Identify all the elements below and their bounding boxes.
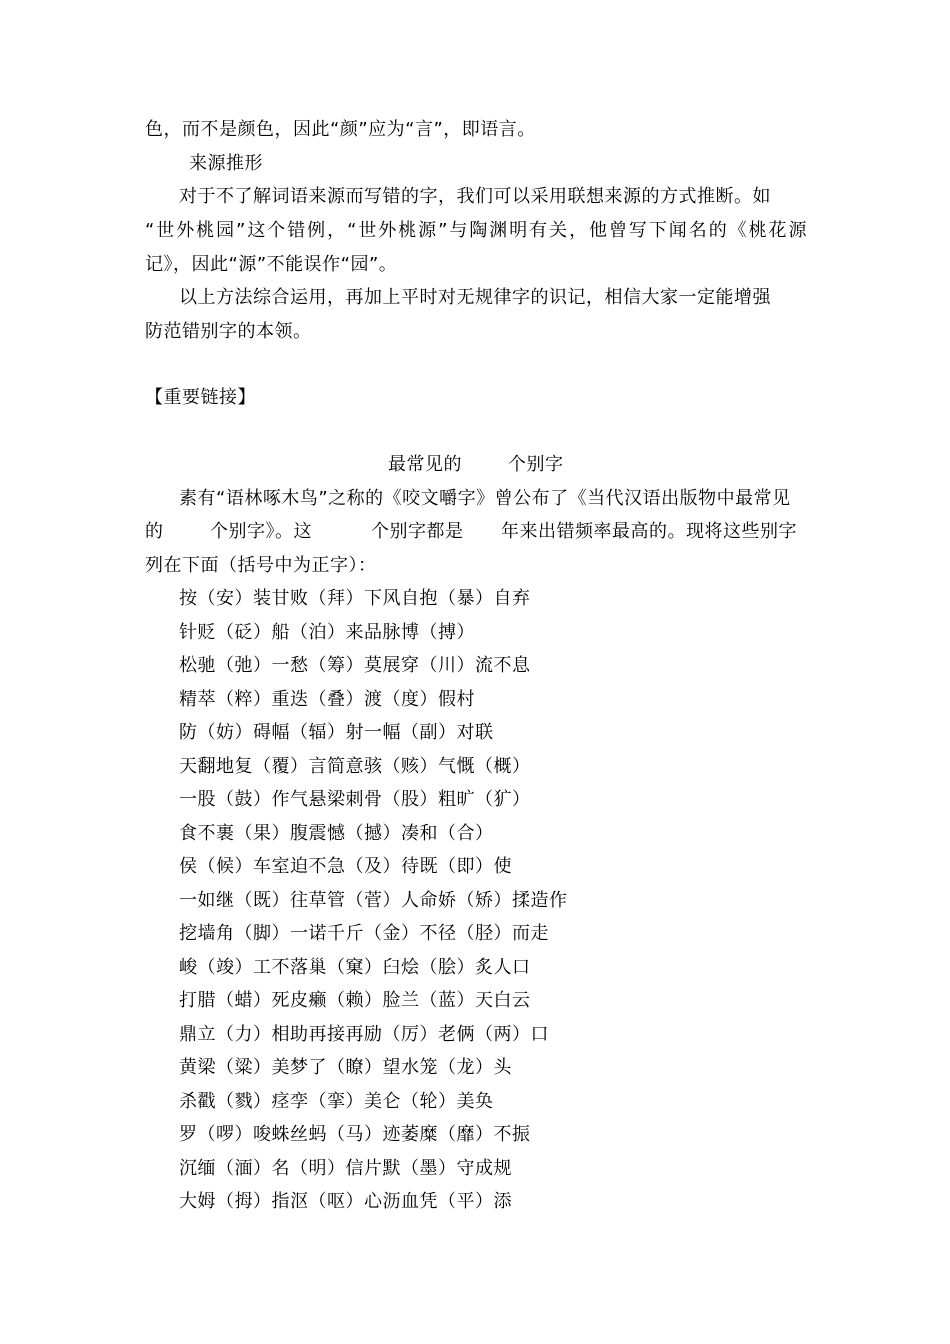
paragraph-line: 记》，因此“源”不能误作“园”。 — [145, 254, 398, 275]
section-title-part2: 个别字 — [508, 454, 564, 475]
list-item: 防（妨）碍幅（辐）射一幅（副）对联 — [179, 722, 494, 743]
intro-line: 列在下面（括号中为正字）： — [145, 555, 377, 576]
paragraph-line: 对于不了解词语来源而写错的字，我们可以采用联想来源的方式推断。如 — [179, 186, 771, 207]
list-item: 杀戳（戮）痉孪（挛）美仑（轮）美奂 — [179, 1091, 494, 1112]
subheading: 来源推形 — [189, 153, 263, 174]
intro-line-part: 的 — [145, 521, 164, 542]
section-title-part1: 最常见的 — [388, 454, 462, 475]
list-item: 按（安）装甘败（拜）下风自抱（暴）自弃 — [179, 588, 531, 609]
list-item: 大姆（拇）指沤（呕）心沥血凭（平）添 — [179, 1191, 512, 1212]
intro-line-part: 年来出错频率最高的。现将这些别字 — [501, 521, 797, 542]
paragraph-line: 以上方法综合运用，再加上平时对无规律字的识记，相信大家一定能增强 — [179, 287, 771, 308]
list-item: 针贬（砭）船（泊）来品脉博（搏） — [179, 622, 475, 643]
list-item: 一股（鼓）作气悬梁刺骨（股）粗旷（犷） — [179, 789, 531, 810]
list-item: 罗（啰）唆蛛丝蚂（马）迹萎糜（靡）不振 — [179, 1124, 531, 1145]
list-item: 精萃（粹）重迭（叠）渡（度）假村 — [179, 689, 475, 710]
section-label: 【重要链接】 — [145, 387, 256, 408]
list-item: 沉缅（湎）名（明）信片默（墨）守成规 — [179, 1158, 512, 1179]
paragraph-line: 色，而不是颜色，因此“颜”应为“言”，即语言。 — [145, 119, 536, 140]
list-item: 峻（竣）工不落巢（窠）臼烩（脍）炙人口 — [179, 957, 531, 978]
list-item: 黄梁（粱）美梦了（瞭）望水笼（龙）头 — [179, 1057, 512, 1078]
intro-line-part: 个别字都是 — [371, 521, 464, 542]
list-item: 食不裹（果）腹震憾（撼）凑和（合） — [179, 823, 494, 844]
paragraph-line: “世外桃园”这个错例，“世外桃源”与陶渊明有关，他曾写下闻名的《桃花源 — [145, 220, 807, 241]
list-item: 挖墙角（脚）一诺千斤（金）不径（胫）而走 — [179, 923, 549, 944]
list-item: 一如继（既）往草管（菅）人命娇（矫）揉造作 — [179, 890, 568, 911]
list-item: 打腊（蜡）死皮癞（赖）脸兰（蓝）天白云 — [179, 990, 531, 1011]
list-item: 天翻地复（覆）言简意骇（赅）气慨（概） — [179, 756, 531, 777]
list-item: 松驰（弛）一愁（筹）莫展穿（川）流不息 — [179, 655, 531, 676]
intro-line-part: 个别字》。这 — [210, 521, 312, 542]
intro-line: 素有“语林啄木鸟”之称的《咬文嚼字》曾公布了《当代汉语出版物中最常见 — [179, 488, 791, 509]
list-item: 鼎立（力）相助再接再励（厉）老俩（两）口 — [179, 1024, 549, 1045]
paragraph-line: 防范错别字的本领。 — [145, 321, 312, 342]
list-item: 侯（候）车室迫不急（及）待既（即）使 — [179, 856, 512, 877]
